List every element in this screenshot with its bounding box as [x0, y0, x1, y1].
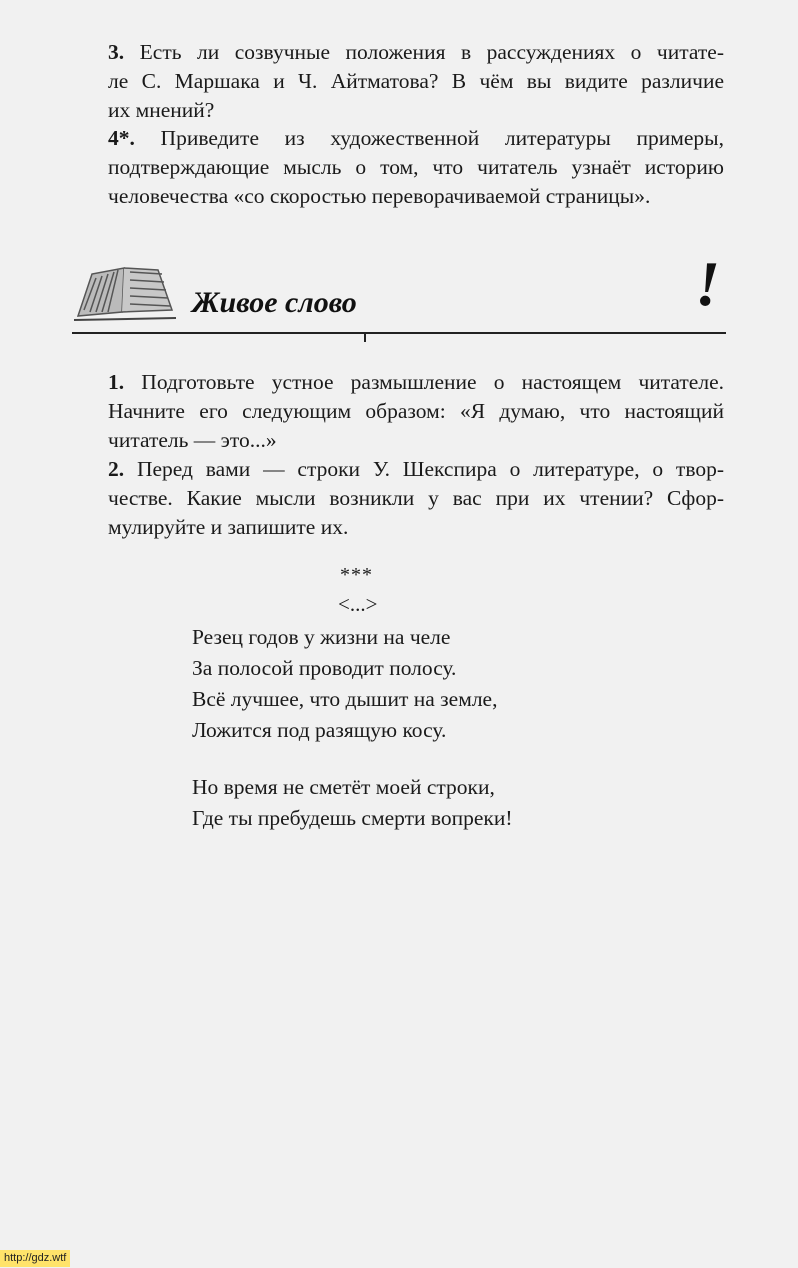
poem-line: Где ты пребудешь смерти вопреки!	[192, 806, 513, 830]
question-text-line: Приведите из художественной литературы примеры,	[160, 126, 724, 150]
poem-line: Ложится под разящую косу.	[192, 718, 447, 742]
open-book-icon	[72, 260, 180, 324]
header-tick	[364, 334, 366, 342]
question-text-line: ле С. Маршака и Ч. Айтматова? В чём вы видите различие	[108, 69, 724, 93]
question-number: 4*.	[108, 126, 135, 150]
question-text-line: Есть ли созвучные положения в рассуждениях о читате-	[139, 40, 724, 64]
question-number: 3.	[108, 40, 125, 64]
section-title: Живое слово	[192, 286, 357, 319]
section-header	[72, 248, 726, 338]
poem-line: За полосой проводит полосу.	[192, 656, 457, 680]
watermark-link[interactable]: http://gdz.wtf	[0, 1250, 70, 1267]
poem-line: Но время не сметёт моей строки,	[192, 775, 495, 799]
task-text-line: честве. Какие мысли возникли у вас при их чтении? Сфор-	[108, 486, 724, 510]
task-number: 2.	[108, 457, 125, 481]
task-text-line: мулируйте и запишите их.	[108, 515, 349, 539]
poem-line: Резец годов у жизни на челе	[192, 625, 451, 649]
poem-line: Всё лучшее, что дышит на земле,	[192, 687, 498, 711]
header-rule	[72, 332, 726, 334]
question-3	[108, 38, 724, 125]
task-1	[108, 368, 724, 455]
question-4	[108, 124, 724, 211]
poem-stanza-2	[192, 772, 513, 834]
question-text-line: подтверждающие мысль о том, что читатель узнаёт историю	[108, 155, 724, 179]
poem-stanza-1	[192, 622, 497, 746]
task-number: 1.	[108, 370, 125, 394]
task-text-line: читатель — это...»	[108, 428, 277, 452]
poem-ellipsis: <...>	[338, 592, 378, 616]
question-text-line: их мнений?	[108, 98, 215, 122]
exclamation-mark-icon: !	[695, 248, 720, 319]
question-text-line: человечества «со скоростью переворачиваемой страницы».	[108, 184, 651, 208]
poem-stars: ***	[340, 564, 373, 586]
task-2	[108, 455, 724, 542]
task-text-line: Перед вами — строки У. Шекспира о литературе, о твор-	[136, 457, 724, 481]
task-text-line: Начните его следующим образом: «Я думаю, что настоящий	[108, 399, 724, 423]
task-text-line: Подготовьте устное размышление о настоящем читателе.	[141, 370, 725, 394]
